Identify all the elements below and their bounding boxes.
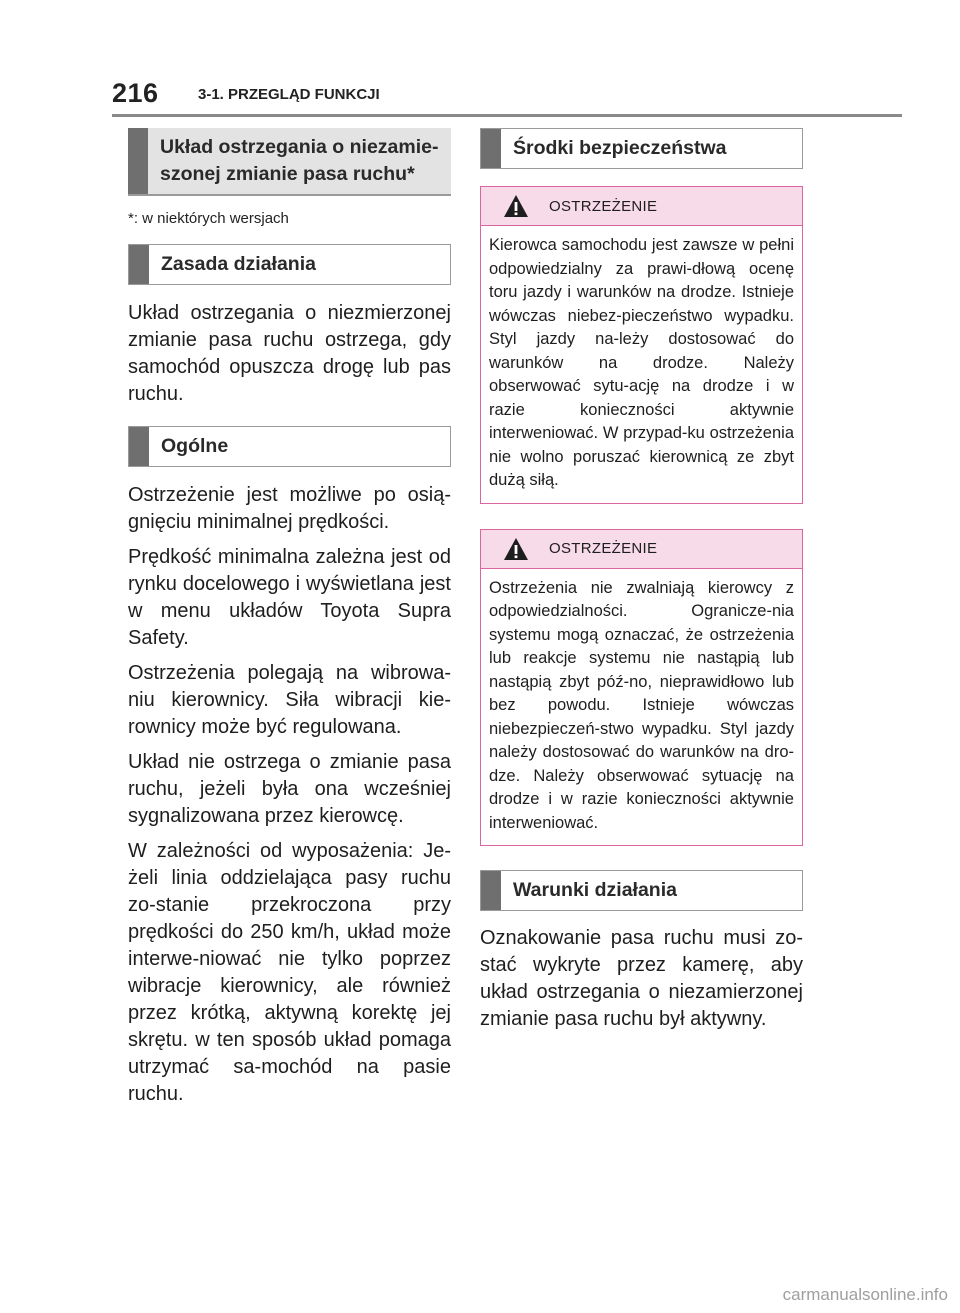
heading-bar [481,871,501,910]
general-paragraph-5: W zależności od wyposażenia: Je-żeli linia oddzielająca pasy ruchu zo-stanie przekroczona przy prędkości do 250 km/h, układ może interwe-niować nie tylko poprzez wibracje kierownicy, ale również przez krótką, aktywną korektę jej skrętu. w ten sposób układ pomaga utrzymać sa-mochód na pasie ruchu. [128,840,451,1105]
right-column [480,128,803,1033]
principle-heading [128,244,451,285]
warning-box-1-title: OSTRZEŻENIE [549,197,658,215]
left-column [128,128,451,1108]
footnote: *: w niektórych wersjach [128,210,289,227]
general-heading [128,426,451,467]
section-title: 3-1. PRZEGLĄD FUNKCJI [198,86,380,103]
heading-bar [129,245,149,284]
watermark: carmanualsonline.info [782,1285,948,1304]
conditions-heading [480,870,803,911]
feature-title-heading [128,128,451,196]
warning-box-2-title: OSTRZEŻENIE [549,540,658,557]
page-number: 216 [112,78,159,108]
warning-box-2-body: Ostrzeżenia nie zwalniają kierowcy z odpowiedzialności. Ogranicze-nia systemu mogą oznaczać, że ostrzeżenia lub reakcje systemu nie nastąpią lub nastąpią zbyt póź-no, nieprawidłowo lub bez powodu. Istnieje wówczas niebezpieczeń-stwo wypadku. Styl jazdy należy dostosować do warunków na dro-dze. Należy obserwować sytuację na drodze i w razie konieczności aktywnie interweniować. [489,578,794,832]
page-header [112,78,902,114]
safety-heading [480,128,803,169]
warning-box-1 [480,186,803,504]
principle-heading-text: Zasada działania [161,253,316,275]
general-paragraph-3: Ostrzeżenia polegają na wibrowa-niu kierownicy. Siła wibracji kie-rownicy może być regulowana. [128,662,451,738]
warning-box-1-header [481,187,802,226]
warning-triangle-icon [503,194,529,218]
general-paragraph-1: Ostrzeżenie jest możliwe po osią-gnięciu minimalnej prędkości. [128,484,451,533]
conditions-heading-text: Warunki działania [513,879,677,901]
heading-bar [129,427,149,466]
warning-box-2-header [481,530,802,569]
header-divider [112,114,902,117]
conditions-paragraph: Oznakowanie pasa ruchu musi zo-stać wykryte przez kamerę, aby układ ostrzegania o niezamierzonej zmianie pasa ruchu był aktywny. [480,927,803,1030]
general-paragraph-4: Układ nie ostrzega o zmianie pasa ruchu, jeżeli była ona wcześniej sygnalizowana przez kierowcę. [128,751,451,827]
general-heading-text: Ogólne [161,435,229,457]
safety-heading-text: Środki bezpieczeństwa [513,137,727,159]
warning-box-1-body: Kierowca samochodu jest zawsze w pełni odpowiedzialny za prawi-dłową ocenę toru jazdy i warunków na drodze. Istnieje wówczas niebez-pieczeństwo wypadku. Styl jazdy na-leży dostosować do warunków na drodze. Należy obserwować sytu-ację na drodze i w razie konieczności aktywnie interweniować. W przypad-ku ostrzeżenia nie wolno poruszać kierownicą ze zbyt dużą siłą. [489,236,794,489]
feature-title-text: Układ ostrzegania o niezamie-szonej zmianie pasa ruchu* [160,136,439,185]
heading-bar [128,128,148,194]
principle-paragraph: Układ ostrzegania o niezmierzonej zmianie pasa ruchu ostrzega, gdy samochód opuszcza drogę lub pas ruchu. [128,302,451,405]
heading-bar [481,129,501,168]
general-paragraph-2: Prędkość minimalna zależna jest od rynku docelowego i wyświetlana jest w menu układów Toyota Supra Safety. [128,546,451,649]
warning-box-2 [480,529,803,847]
warning-triangle-icon [503,537,529,561]
